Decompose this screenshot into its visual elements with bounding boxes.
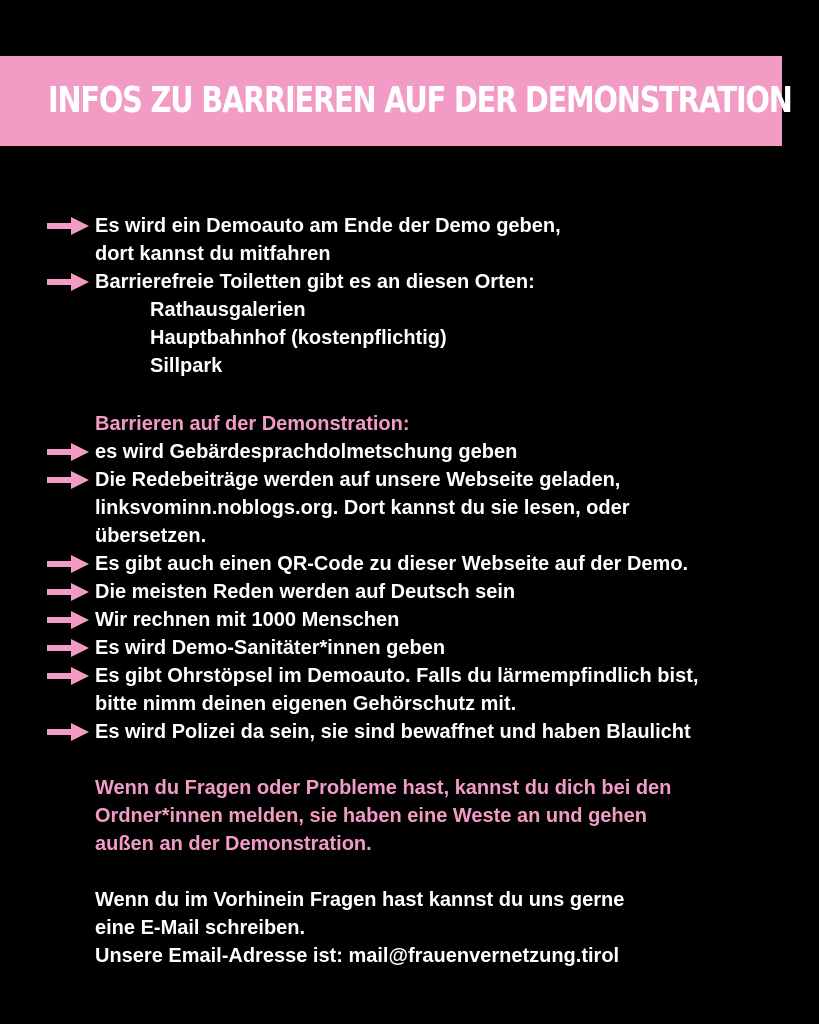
info-sign-language: es wird Gebärdesprachdolmetschung geben bbox=[95, 441, 518, 463]
right-arrow-icon bbox=[47, 583, 89, 601]
info-earplugs: Es gibt Ohrstöpsel im Demoauto. Falls du lärmempfindlich bist, bbox=[95, 665, 699, 687]
right-arrow-icon bbox=[47, 471, 89, 489]
right-arrow-icon bbox=[47, 217, 89, 235]
info-police: Es wird Polizei da sein, sie sind bewaffnet und haben Blaulicht bbox=[95, 721, 691, 743]
toilet-location: Sillpark bbox=[150, 355, 223, 377]
contact-text: eine E-Mail schreiben. bbox=[95, 917, 306, 939]
info-speeches-cont: übersetzen. bbox=[95, 525, 207, 547]
info-crowd-size: Wir rechnen mit 1000 Menschen bbox=[95, 609, 400, 631]
info-toilets: Barrierefreie Toiletten gibt es an diesen Orten: bbox=[95, 271, 535, 293]
right-arrow-icon bbox=[47, 555, 89, 573]
right-arrow-icon bbox=[47, 611, 89, 629]
right-arrow-icon bbox=[47, 639, 89, 657]
notice-text: Wenn du Fragen oder Probleme hast, kannst du dich bei den bbox=[95, 777, 672, 799]
right-arrow-icon bbox=[47, 667, 89, 685]
contact-email: Unsere Email-Adresse ist: mail@frauenvernetzung.tirol bbox=[95, 945, 620, 967]
info-demoauto-cont: dort kannst du mitfahren bbox=[95, 243, 331, 265]
right-arrow-icon bbox=[47, 723, 89, 741]
info-speeches-cont: linksvominn.noblogs.org. Dort kannst du sie lesen, oder bbox=[95, 497, 630, 519]
info-language: Die meisten Reden werden auf Deutsch sein bbox=[95, 581, 516, 603]
info-medics: Es wird Demo-Sanitäter*innen geben bbox=[95, 637, 446, 659]
info-demoauto: Es wird ein Demoauto am Ende der Demo geben, bbox=[95, 215, 561, 237]
contact-text: Wenn du im Vorhinein Fragen hast kannst du uns gerne bbox=[95, 889, 625, 911]
toilet-location: Rathausgalerien bbox=[150, 299, 306, 321]
info-qr-code: Es gibt auch einen QR-Code zu dieser Webseite auf der Demo. bbox=[95, 553, 689, 575]
right-arrow-icon bbox=[47, 443, 89, 461]
info-earplugs-cont: bitte nimm deinen eigenen Gehörschutz mit. bbox=[95, 693, 517, 715]
barriers-heading: Barrieren auf der Demonstration: bbox=[95, 413, 410, 435]
notice-text: Ordner*innen melden, sie haben eine Weste an und gehen bbox=[95, 805, 647, 827]
page-title: INFOS ZU BARRIEREN AUF DER DEMONSTRATION bbox=[48, 80, 792, 121]
toilet-location: Hauptbahnhof (kostenpflichtig) bbox=[150, 327, 447, 349]
title-banner bbox=[0, 56, 792, 146]
notice-text: außen an der Demonstration. bbox=[95, 833, 372, 855]
right-arrow-icon bbox=[47, 273, 89, 291]
info-speeches: Die Redebeiträge werden auf unsere Webseite geladen, bbox=[95, 469, 621, 491]
